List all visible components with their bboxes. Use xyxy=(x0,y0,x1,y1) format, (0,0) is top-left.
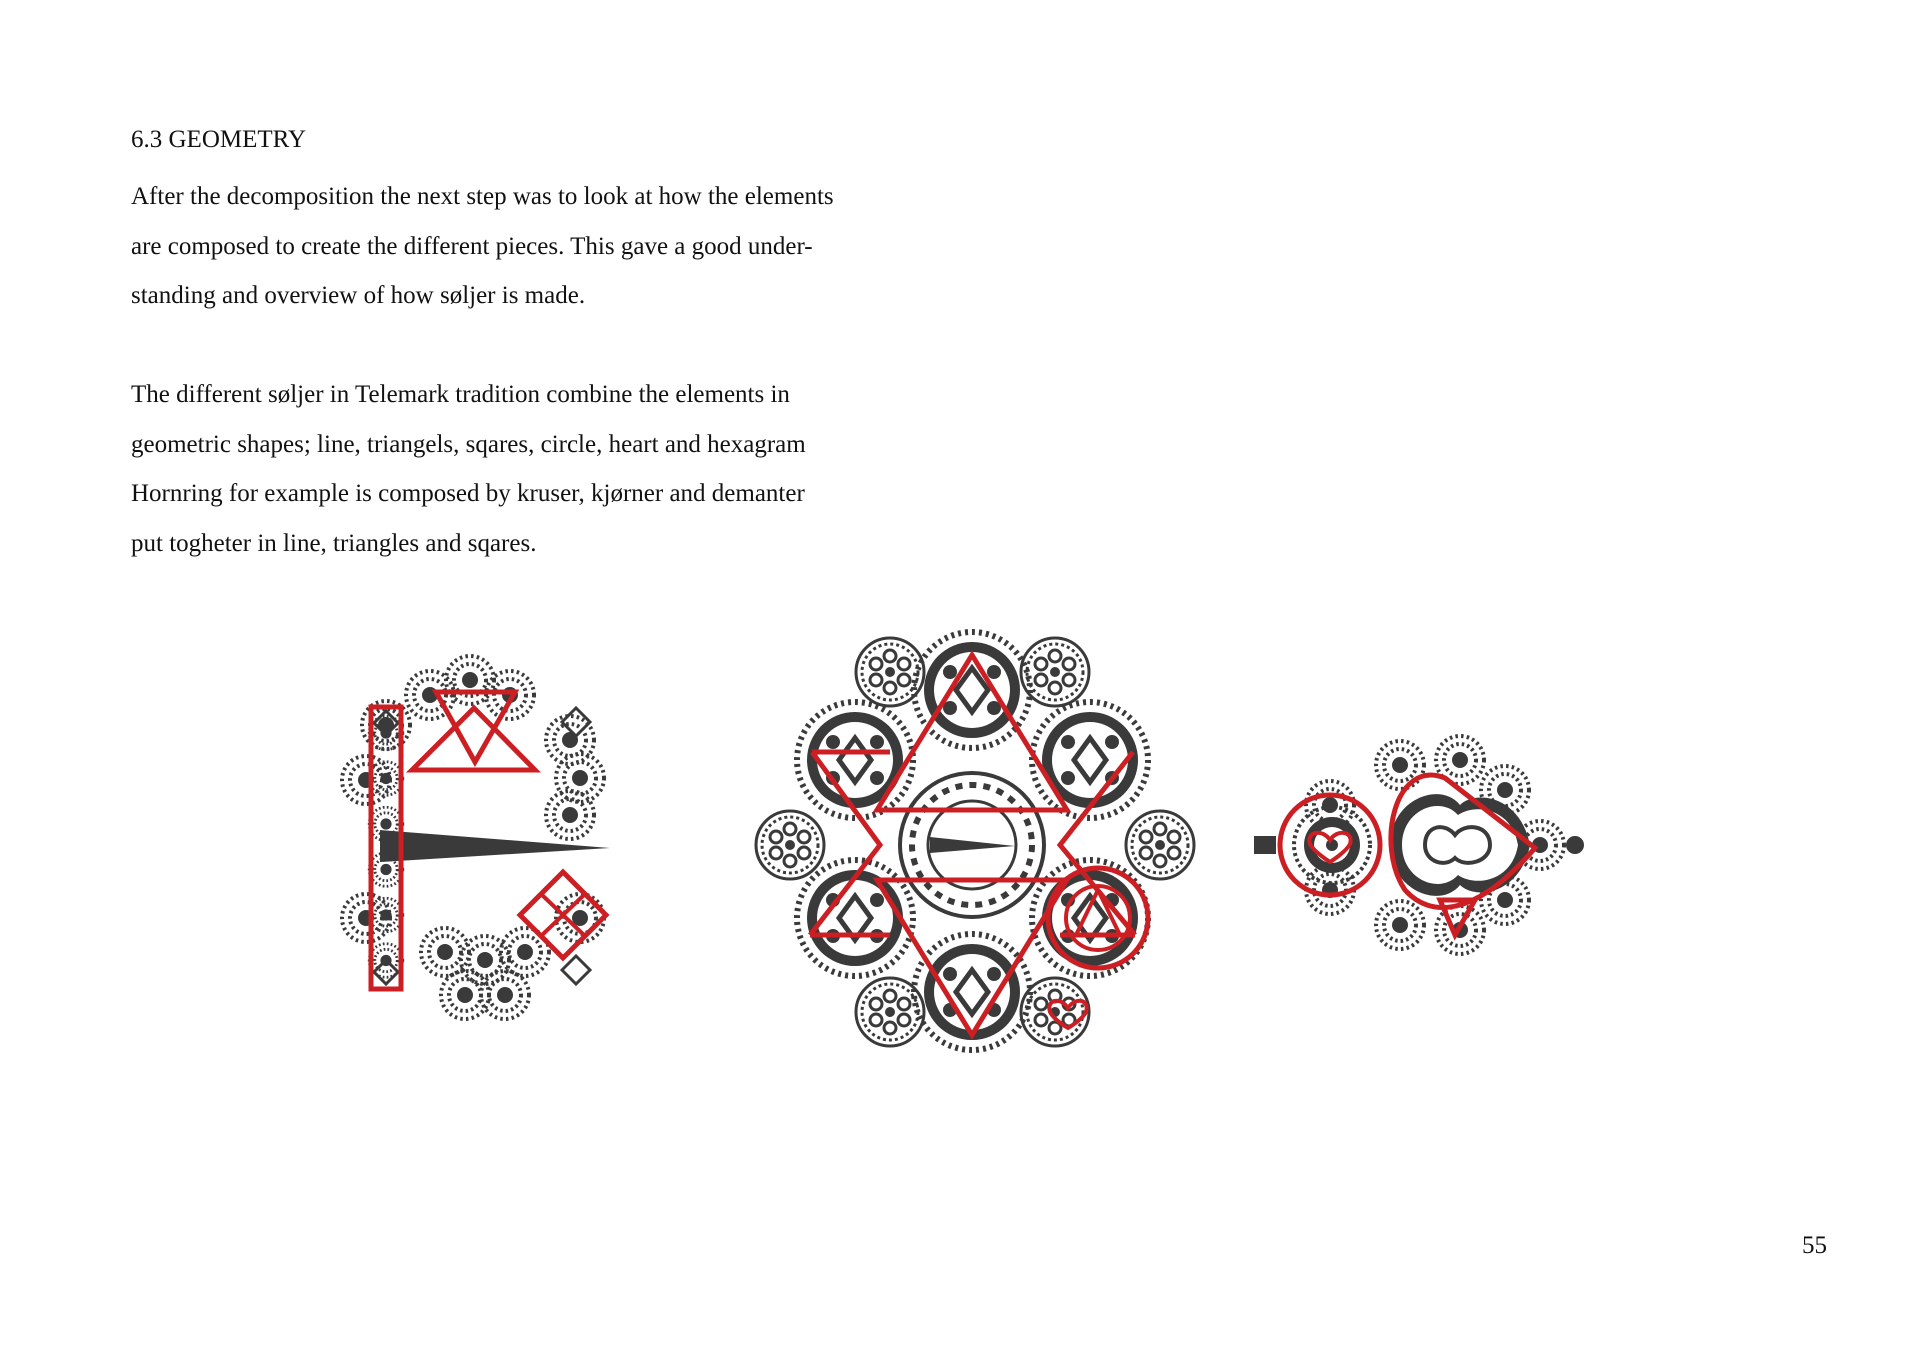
text-line: After the decomposition the next step was to look at how the elements xyxy=(131,183,834,210)
text-line: put togheter in line, triangles and sqares. xyxy=(131,529,537,557)
paragraph-decomposition xyxy=(131,172,903,321)
geometry-figures xyxy=(0,600,1920,1100)
section-heading: 6.3 GEOMETRY xyxy=(131,126,306,153)
text-line: standing and overview of how søljer is made. xyxy=(131,282,586,309)
text-block xyxy=(131,120,903,568)
text-line: The different søljer in Telemark tradition combine the elements in xyxy=(131,381,790,408)
text-line: geometric shapes; line, triangels, sqares, circle, heart and hexagram xyxy=(131,430,806,458)
text-line: Hornring for example is composed by kruser, kjørner and demanter xyxy=(131,480,805,507)
heart-brooch-icon xyxy=(1254,736,1584,954)
page-number: 55 xyxy=(1802,1232,1827,1259)
hornring-brooch-icon xyxy=(342,656,610,1019)
round-brooch-hexagram-icon xyxy=(756,632,1194,1050)
text-line: are composed to create the different pieces. This gave a good under- xyxy=(131,232,813,260)
paragraph-telemark xyxy=(131,370,903,568)
